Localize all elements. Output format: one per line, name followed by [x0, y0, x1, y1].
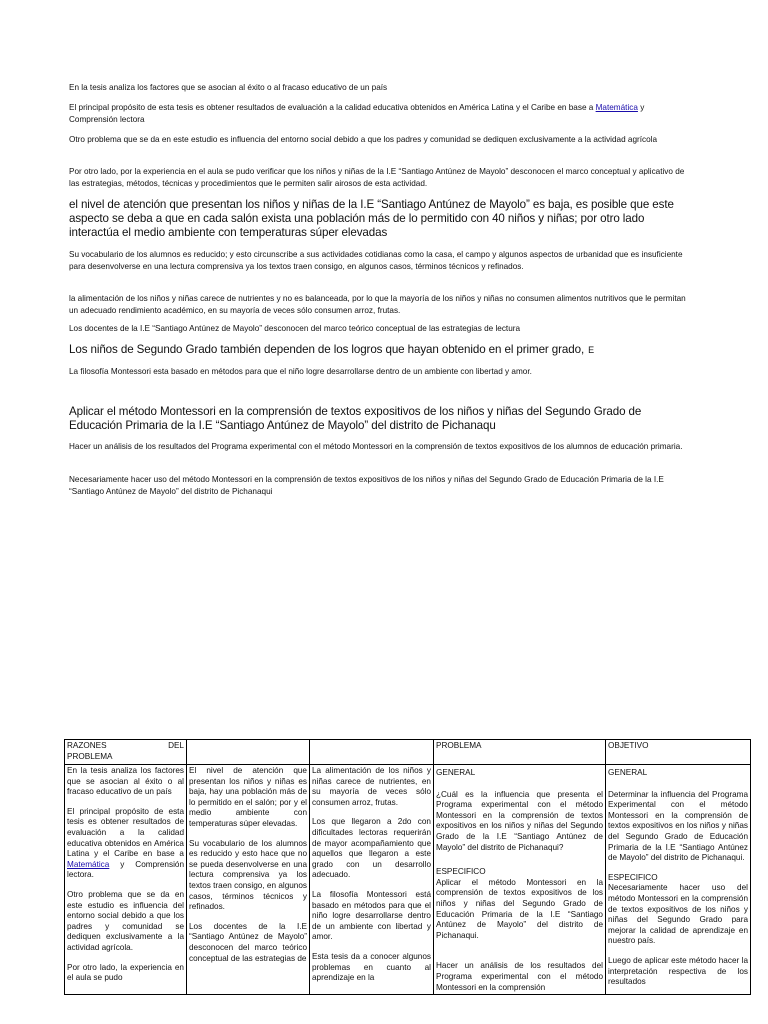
cell-col3-d: Esta tesis da a conocer algunos problemas en cuanto al aprendizaje en la: [312, 951, 431, 983]
table-row: [65, 765, 751, 995]
objetivo-luego-text: Luego de aplicar este método hacer la interpretación respectiva de los resultados: [608, 955, 748, 987]
cell-matematica-link[interactable]: Matemática: [67, 859, 110, 869]
header-del-word: DEL: [168, 741, 184, 750]
header-empty-3: [310, 740, 434, 765]
paragraph-proposito: [69, 102, 695, 125]
paragraph-segundo-grado-e: E: [588, 345, 594, 355]
paragraph-proposito-end: y Comprensión lectora: [69, 103, 645, 124]
cell-problema: [434, 765, 606, 995]
problema-analisis-text: Hacer un análisis de los resultados del Programa experimental con el método Montessori en la comprensión: [436, 961, 603, 992]
paragraph-docentes: Los docentes de la I.E “Santiago Antúnez de Mayolo” desconocen del marco teórico conceptual de las estrategias de lectura: [69, 324, 521, 333]
table-header-row: [65, 740, 751, 765]
problema-general-label: GENERAL: [436, 768, 476, 777]
cell-col2-b: Su vocabulario de los alumnos es reducido y esto hace que no se pueda desenvolverse en una lectura comprensiva ya los textos traen consigo, en algunos casos, términos técnicos y refinados.: [189, 838, 307, 912]
problema-especifico-label: ESPECIFICO: [436, 867, 486, 877]
paragraph-experiencia-aula: Por otro lado, por la experiencia en el aula se pudo verificar que los niños y niñas de la I.E “Santiago Antúnez de Mayolo” desconocen el marco conceptual y aplicativo de las estrategias, métodos, técnicas y procedimientos que le permiten salir airosos de esta actividad.: [69, 167, 685, 188]
cell-nivel-atencion: [187, 765, 310, 995]
paragraph-otro-problema: Otro problema que se da en este estudio es influencia del entorno social debido a que los padres y comunidad se dediquen exclusivamente a la actividad agrícola: [69, 135, 658, 144]
cell-razones-a: En la tesis analiza los factores que se asocian al éxito o al fracaso educativo de un país: [67, 766, 184, 797]
problema-general-text: ¿Cuál es la influencia que presenta el Programa experimental con el método Montessori en la comprensión de textos expositivos en los niños y niñas del Segundo Grado de la I.E “Santiago Antúnez de Mayolo” del distrito de Pichanaqui?: [436, 789, 603, 852]
paragraph-vocabulario: Su vocabulario de los alumnos es reducido; y esto circunscribe a sus actividades cotidianas como la casa, el campo y algunos aspectos de urbanidad que es insuficiente para desenvolverse en una lectura comprensiva ya los textos traen consigo, en algunos casos, términos técnicos y refinados.: [69, 250, 683, 271]
paragraph-alimentacion: la alimentación de los niños y niñas carece de nutrientes y no es balanceada, por lo que la mayoría de los niños y niñas no consumen alimentos nutritivos que le permitan un adecuado rendimiento académico, en su mayoría de veces sólo consumen arroz, frutas.: [69, 294, 686, 315]
matematica-link[interactable]: Matemática: [595, 103, 638, 112]
header-problema: PROBLEMA: [434, 740, 606, 765]
objetivo-especifico-text: Necesariamente hacer uso del método Montessori en la comprensión de textos expositivos de los niños y niñas del Segundo Grado para mejorar la calidad de aprendizaje en nuestro país.: [608, 883, 748, 946]
paragraph-tesis-factores: En la tesis analiza los factores que se asocian al éxito o al fracaso educativo de un país: [69, 83, 388, 92]
paragraph-segundo-grado-text: Los niños de Segundo Grado también dependen de los logros que hayan obtenido en el primer grado,: [69, 343, 585, 356]
problem-objective-table: [64, 739, 751, 995]
cell-col3-a: La alimentación de los niños y niñas carece de nutrientes, en su mayoría de veces sólo consumen arroz, frutas.: [312, 766, 431, 807]
cell-col3-b: Los que llegaron a 2do con dificultades lectoras requerirán de mayor acompañamiento que aquellos que llegaron a este grado con un desarrollo adecuado.: [312, 817, 431, 880]
cell-razones-c: Otro problema que se da en este estudio es influencia del entorno social debido a que los padres y comunidad se dediquen exclusivamente a la actividad agrícola.: [67, 889, 184, 952]
header-problema-word: PROBLEMA: [67, 751, 113, 761]
paragraph-filosofia-montessori: La filosofía Montessori esta basado en métodos para que el niño logre desarrollarse dentro de un ambiente con libertad y amor.: [69, 367, 532, 376]
cell-col3-c: La filosofía Montessori está basado en métodos para que el niño logre desarrollarse dentro de un ambiente con libertad y amor.: [312, 889, 431, 942]
cell-col2-a: El nivel de atención que presentan los niños y niñas es baja, hay una población más de lo permitido en el salón; por y el medio ambiente con temperaturas súper elevadas.: [189, 766, 307, 828]
header-razones-del-problema: [65, 740, 187, 765]
objetivo-especifico-label: ESPECIFICO: [608, 872, 658, 882]
paragraph-proposito-text: El principal propósito de esta tesis es obtener resultados de evaluación a la calidad educativa obtenidos en América Latina y el Caribe en base a: [69, 103, 594, 112]
cell-col2-c: Los docentes de la I.E “Santiago Antúnez de Mayolo” desconocen del marco teórico conceptual de las estrategias de: [189, 921, 307, 963]
cell-objetivo: [606, 765, 751, 995]
cell-razones-b: [67, 807, 184, 881]
paragraph-necesariamente: Necesariamente hacer uso del método Montessori en la comprensión de textos expositivos de los niños y niñas del Segundo Grado de Educación Primaria de la I.E “Santiago Antúnez de Mayolo” del distrito de Pichanaqui: [69, 475, 664, 496]
cell-razones-b-text: El principal propósito de esta tesis es obtener resultados de evaluación a la calidad educativa obtenidos en América Latina y el Caribe en base a: [67, 806, 184, 859]
paragraph-nivel-atencion: el nivel de atención que presentan los niños y niñas de la I.E “Santiago Antúnez de Mayolo” es baja, es posible que este aspecto se deba a que en cada salón exista una población más de lo permitido con 40 niños y niñas; por otro lado interactúa el medio ambiente con temperaturas súper elevadas: [69, 198, 674, 239]
objetivo-general-text: Determinar la influencia del Programa Experimental con el método Montessori en la comprensión de textos expositivos en los niños y niñas del Segundo Grado de Educación Primaria de la I.E “Santiago Antúnez de Mayolo” del distrito de Pichanaqui.: [608, 789, 748, 863]
cell-razones: [65, 765, 187, 995]
cell-razones-b-end: y Comprensión lectora.: [67, 859, 184, 880]
problema-especifico-text: Aplicar el método Montessori en la comprensión de textos expositivos de los niños y niñas del Segundo Grado de Educación Primaria de la I.E “Santiago Antúnez de Mayolo” del distrito de Pichanaqui.: [436, 877, 603, 940]
paragraph-segundo-grado: [69, 343, 695, 357]
cell-alimentacion: [310, 765, 434, 995]
header-razones-word: RAZONES: [67, 741, 107, 750]
paragraph-aplicar-metodo: Aplicar el método Montessori en la comprensión de textos expositivos de los niños y niñas del Segundo Grado de Educación Primaria de la I.E “Santiago Antúnez de Mayolo” del distrito de Pichanaqu: [69, 405, 642, 432]
cell-razones-d: Por otro lado, la experiencia en el aula se pudo: [67, 962, 184, 983]
header-objetivo: OBJETIVO: [606, 740, 751, 765]
header-empty-2: [187, 740, 310, 765]
objetivo-general-label: GENERAL: [608, 768, 648, 777]
paragraph-hacer-analisis: Hacer un análisis de los resultados del Programa experimental con el método Montessori en la comprensión de textos expositivos de los alumnos de educación primaria.: [69, 442, 683, 451]
